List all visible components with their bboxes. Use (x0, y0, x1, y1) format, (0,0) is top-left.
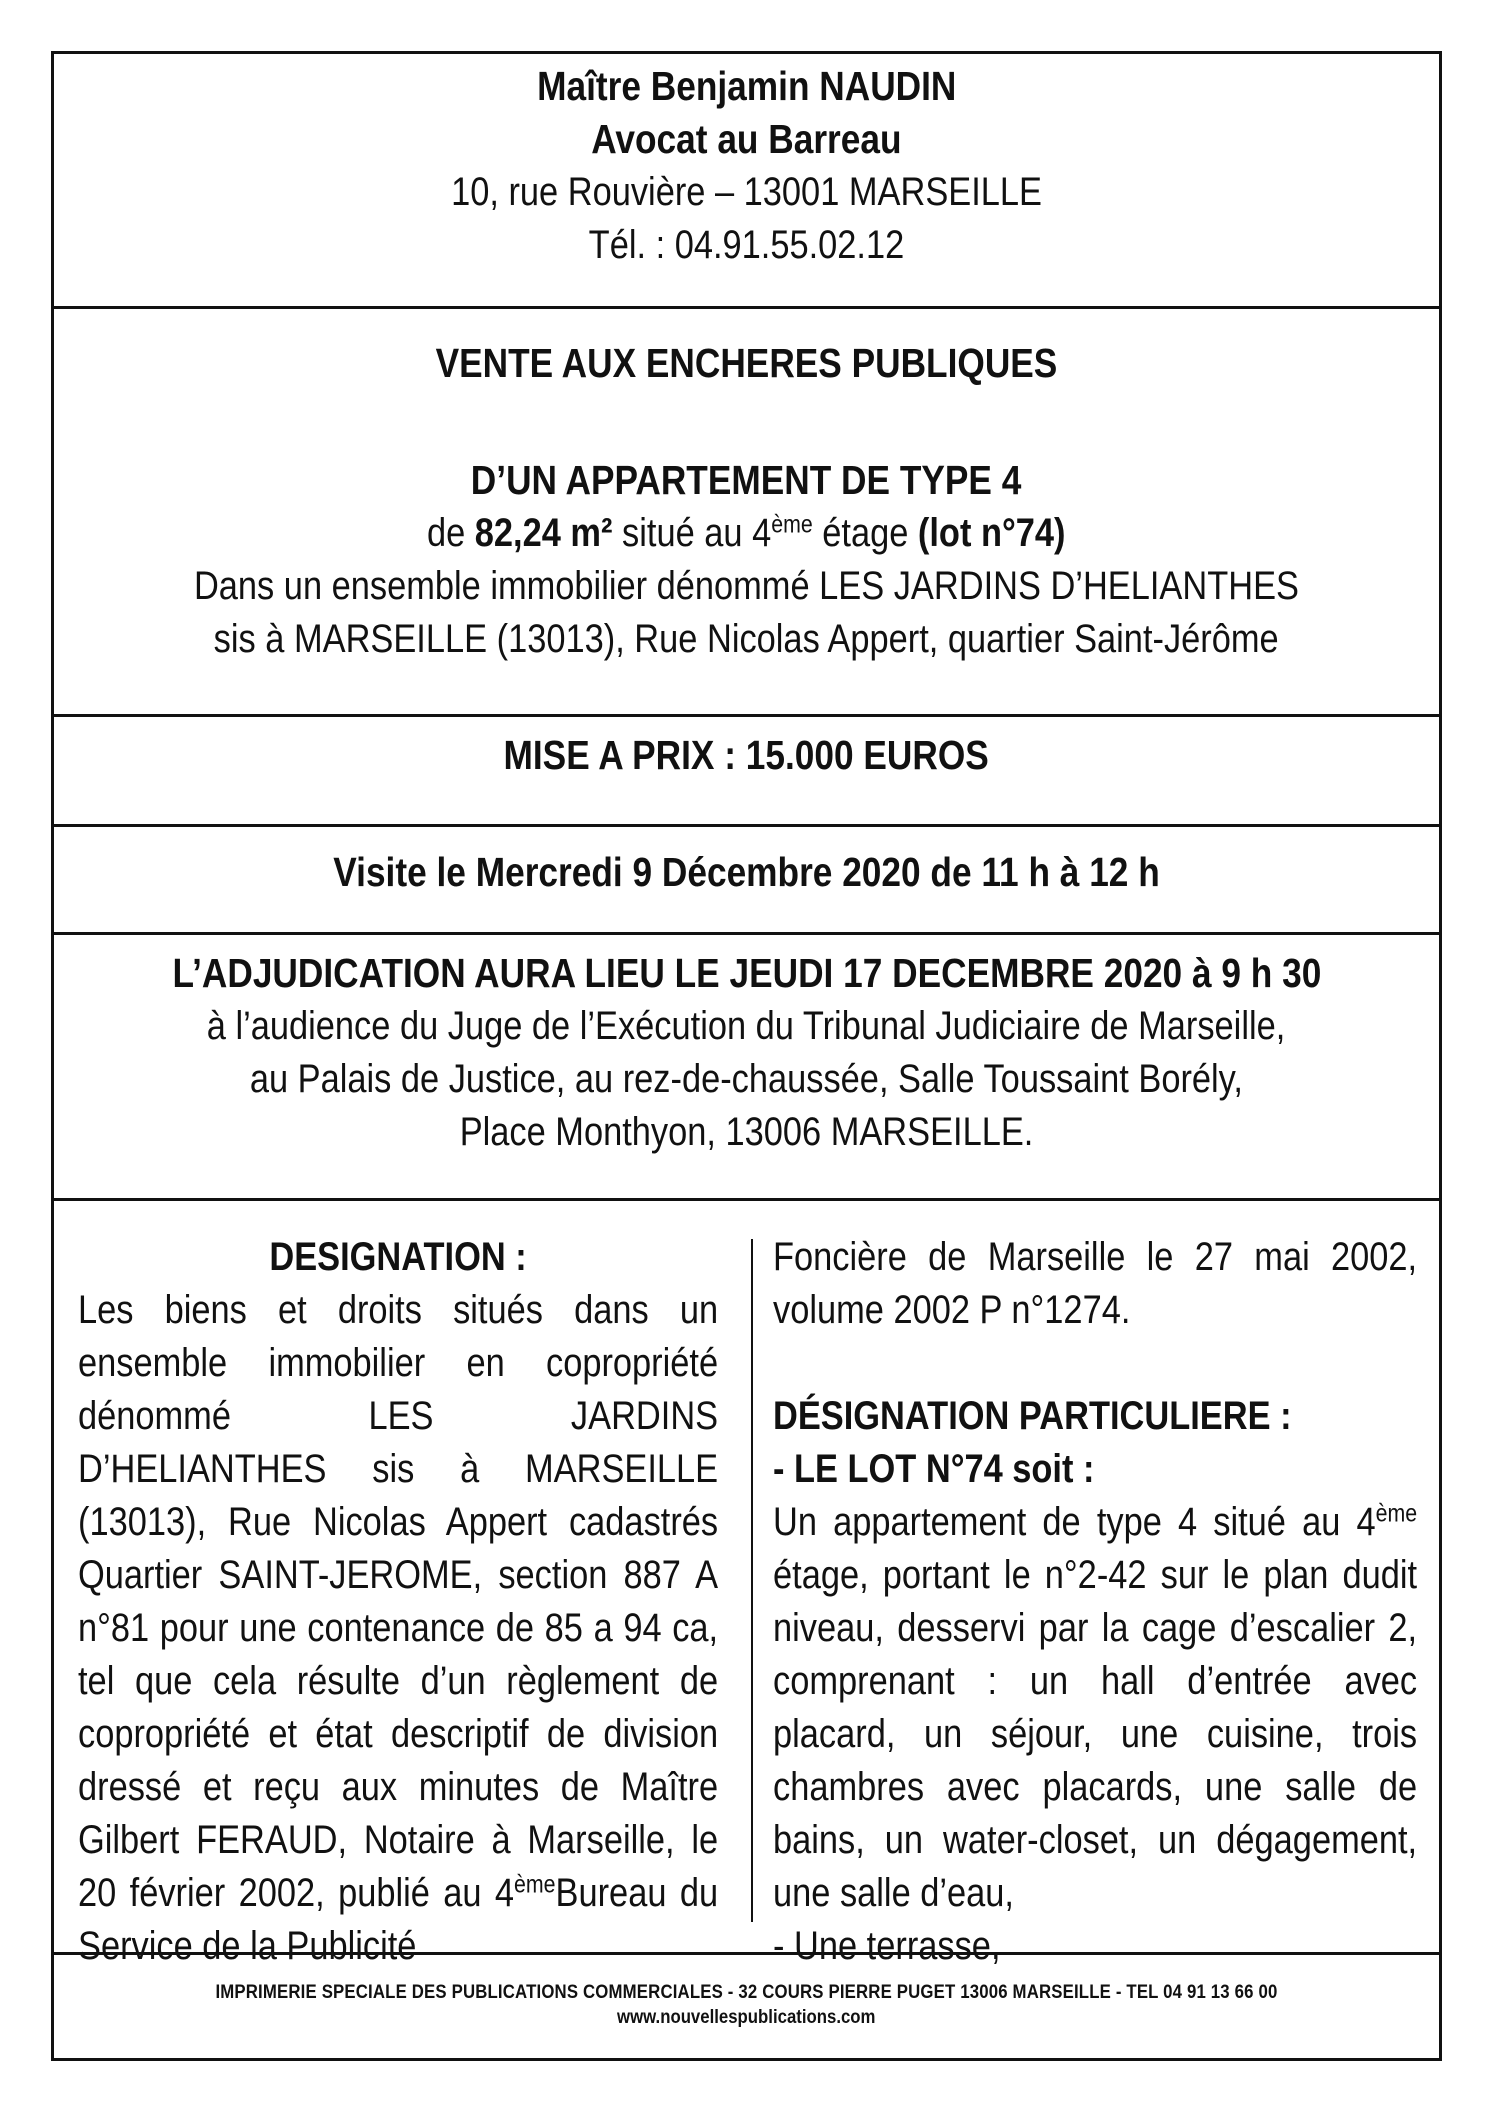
divider (54, 306, 1439, 309)
divider (54, 824, 1439, 827)
designation-continued: Foncière de Marseille le 27 mai 2002, volume 2002 P n°1274. (773, 1235, 1418, 1332)
lawyer-header (54, 60, 1439, 272)
adjudication-line-3: Place Monthyon, 13006 MARSEILLE. (459, 1110, 1034, 1154)
column-divider (751, 1239, 753, 1922)
printer-info: IMPRIMERIE SPECIALE DES PUBLICATIONS COMMERCIALES - 32 COURS PIERRE PUGET 13006 MARSEILLE - TEL 04 91 13 66 00 (215, 1981, 1278, 2003)
lawyer-address: 10, rue Rouvière – 13001 MARSEILLE (451, 170, 1042, 214)
notice-frame (51, 51, 1442, 2061)
designation-column (78, 1231, 718, 1973)
lawyer-phone: Tél. : 04.91.55.02.12 (588, 223, 905, 267)
starting-price: MISE A PRIX : 15.000 EUROS (503, 732, 990, 778)
lawyer-title: Avocat au Barreau (591, 116, 902, 162)
terrace-line: - Une terrasse, (773, 1924, 1001, 1968)
price-section (54, 729, 1439, 782)
adjudication-section (54, 947, 1439, 1159)
sale-heading: VENTE AUX ENCHERES PUBLIQUES (435, 340, 1058, 386)
printer-footer (54, 1979, 1439, 2029)
sale-surface: 82,24 m² (475, 511, 613, 555)
particular-heading: DÉSIGNATION PARTICULIERE : (773, 1394, 1292, 1438)
adjudication-line-1: à l’audience du Juge de l’Exécution du Tribunal Judiciaire de Marseille, (207, 1004, 1286, 1048)
particular-column (773, 1231, 1417, 1973)
printer-website[interactable]: www.nouvellespublications.com (617, 2006, 876, 2028)
lawyer-name: Maître Benjamin NAUDIN (536, 63, 957, 109)
divider (54, 714, 1439, 717)
particular-body: Un appartement de type 4 situé au 4ème étage, portant le n°2-42 sur le plan dudit niveau, desservi par la cage d’escalier 2, comprenant : un hall d’entrée avec placard, un séjour, une cuisine, trois chambres avec placards, une salle de bains, un water-closet, un dégagement, une salle d’eau, (773, 1500, 1418, 1915)
adjudication-line-2: au Palais de Justice, au rez-de-chaussée, Salle Toussaint Borély, (249, 1057, 1244, 1101)
visit-date: Visite le Mercredi 9 Décembre 2020 de 11 h à 12 h (333, 849, 1160, 895)
divider (54, 1198, 1439, 1201)
divider (54, 1952, 1439, 1955)
sale-details: de 82,24 m² situé au 4ème étage (lot n°74) (427, 511, 1066, 555)
sale-location: sis à MARSEILLE (13013), Rue Nicolas Appert, quartier Saint-Jérôme (214, 617, 1279, 661)
sale-section (54, 337, 1439, 666)
designation-heading: DESIGNATION : (269, 1235, 527, 1279)
sale-lot: (lot n°74) (918, 511, 1066, 555)
adjudication-heading: L’ADJUDICATION AURA LIEU LE JEUDI 17 DECEMBRE 2020 à 9 h 30 (172, 950, 1321, 996)
designation-body: Les biens et droits situés dans un ensemble immobilier en copropriété dénommé LES JARDINS D’HELIANTHES sis à MARSEILLE (13013), Rue Nicolas Appert cadastrés Quartier SAINT-JEROME, section 887 A n°81 pour une contenance de 85 a 94 ca, tel que cela résulte d’un règlement de copropriété et état descriptif de division dressé et reçu aux minutes de Maître Gilbert FERAUD, Notaire à Marseille, le 20 février 2002, publié au 4èmeBureau du Service de la Publicité (78, 1288, 719, 1968)
visit-section (54, 846, 1439, 899)
lot-heading: - LE LOT N°74 soit : (773, 1447, 1095, 1491)
divider (54, 932, 1439, 935)
sale-residence: Dans un ensemble immobilier dénommé LES JARDINS D’HELIANTHES (193, 564, 1300, 608)
sale-subheading: D’UN APPARTEMENT DE TYPE 4 (471, 457, 1022, 503)
